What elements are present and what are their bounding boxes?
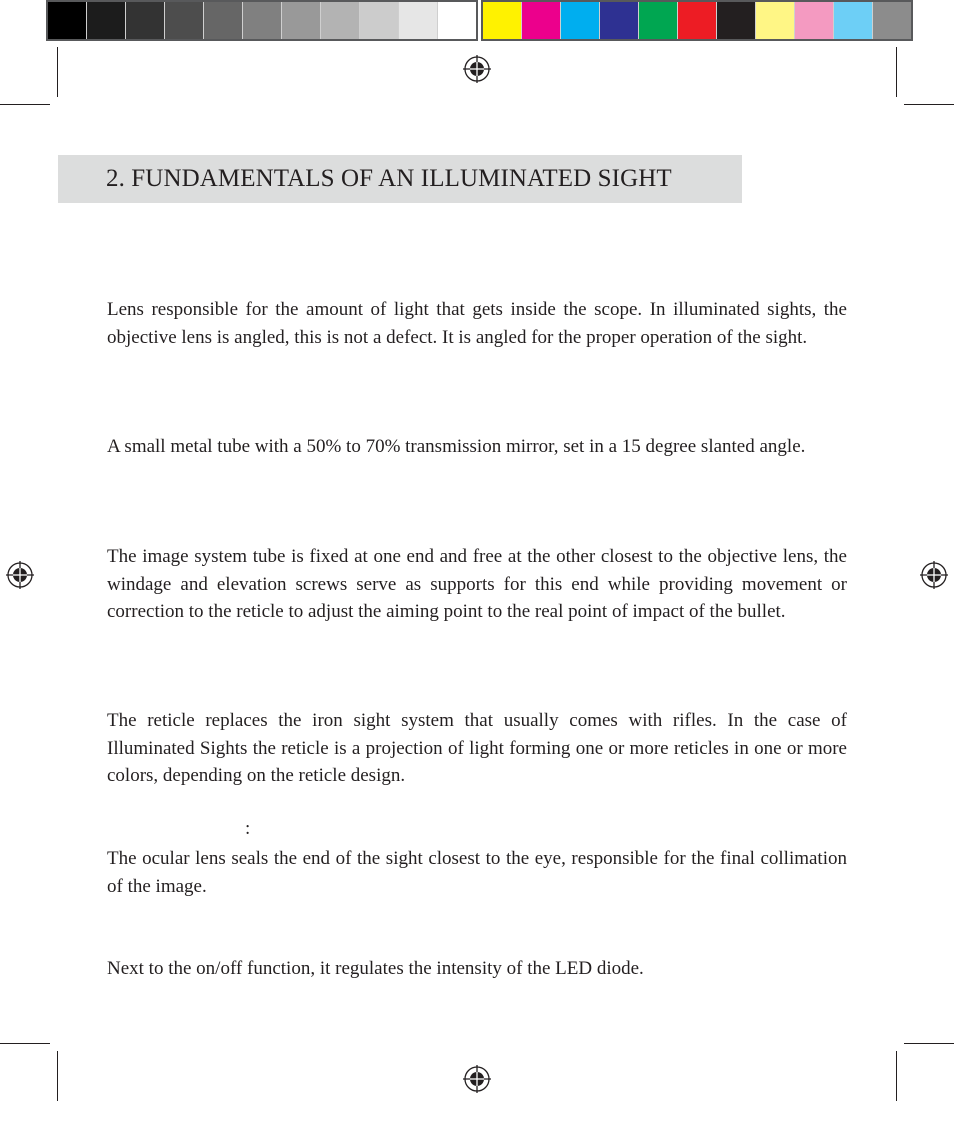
mirror-tube-paragraph: A small metal tube with a 50% to 70% transmission mirror, set in a 15 degree slanted angle. xyxy=(107,436,806,457)
process-color-swatch xyxy=(561,2,600,39)
process-color-swatch xyxy=(795,2,834,39)
crop-mark-bottom-right-vertical xyxy=(896,1051,897,1101)
process-color-swatch xyxy=(873,2,911,39)
crop-mark-top-right-horizontal xyxy=(904,104,954,105)
crop-mark-top-right-vertical xyxy=(896,47,897,97)
grayscale-swatch xyxy=(243,2,282,39)
process-color-swatch xyxy=(717,2,756,39)
section-title-band xyxy=(58,155,742,203)
process-color-swatch xyxy=(678,2,717,39)
process-color-swatch xyxy=(756,2,795,39)
registration-mark-icon xyxy=(919,560,949,590)
grayscale-calibration-bar xyxy=(46,0,478,41)
stray-colon: : xyxy=(245,818,251,839)
crop-mark-top-left-vertical xyxy=(57,47,58,97)
process-color-swatch xyxy=(522,2,561,39)
grayscale-swatch xyxy=(48,2,87,39)
grayscale-swatch xyxy=(321,2,360,39)
process-color-swatch xyxy=(834,2,873,39)
crop-mark-bottom-left-vertical xyxy=(57,1051,58,1101)
reticle-paragraph: The reticle replaces the iron sight system that usually comes with rifles. In the case of Illuminated Sights the reticle is a projection of light forming one or more reticles in one or more colors, depending on the reticle design. xyxy=(107,710,847,786)
grayscale-swatch xyxy=(438,2,476,39)
grayscale-swatch xyxy=(165,2,204,39)
crop-mark-top-left-horizontal xyxy=(0,104,50,105)
image-system-tube-paragraph: The image system tube is fixed at one end and free at the other closest to the objective lens, the windage and elevation screws serve as supports for this end while providing movement or correction to the reticle to adjust the aiming point to the real point of impact of the bullet. xyxy=(107,546,847,622)
objective-lens-paragraph: Lens responsible for the amount of light that gets inside the scope. In illuminated sights, the objective lens is angled, this is not a defect. It is angled for the proper operation of the sight. xyxy=(107,299,847,348)
crop-mark-bottom-right-horizontal xyxy=(904,1043,954,1044)
grayscale-swatch xyxy=(360,2,399,39)
process-color-swatch xyxy=(600,2,639,39)
registration-mark-icon xyxy=(462,54,492,84)
intensity-control-paragraph: Next to the on/off function, it regulates the intensity of the LED diode. xyxy=(107,958,644,979)
ocular-lens-paragraph: The ocular lens seals the end of the sight closest to the eye, responsible for the final collimation of the image. xyxy=(107,848,847,897)
process-color-swatch xyxy=(483,2,522,39)
grayscale-swatch xyxy=(87,2,126,39)
registration-mark-icon xyxy=(5,560,35,590)
grayscale-swatch xyxy=(399,2,438,39)
grayscale-swatch xyxy=(126,2,165,39)
grayscale-swatch xyxy=(282,2,321,39)
section-title: 2. FUNDAMENTALS OF AN ILLUMINATED SIGHT xyxy=(106,165,672,192)
grayscale-swatch xyxy=(204,2,243,39)
registration-mark-icon xyxy=(462,1064,492,1094)
process-color-swatch xyxy=(639,2,678,39)
color-calibration-bar xyxy=(481,0,913,41)
crop-mark-bottom-left-horizontal xyxy=(0,1043,50,1044)
